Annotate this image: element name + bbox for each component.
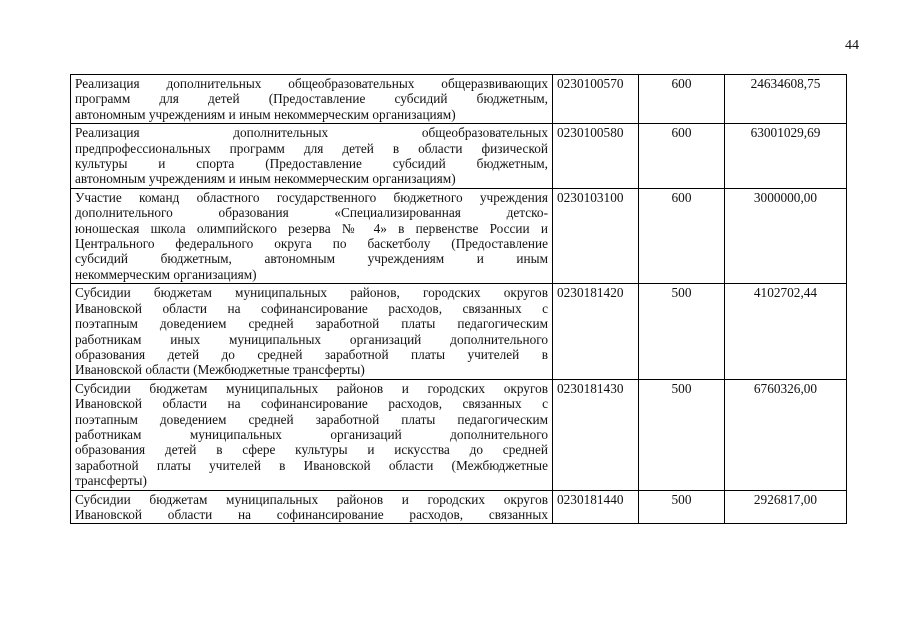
description-line: трансферты) (75, 473, 147, 489)
row-code: 0230181440 (553, 490, 639, 524)
description-line: автономным учреждениям и иным некоммерческим организациям) (75, 171, 456, 187)
description-line: Субсидии бюджетам муниципальных районов и городских округов (75, 491, 548, 507)
budget-table (70, 74, 847, 524)
description-line: Ивановской области на софинансирование расходов, связанных (75, 506, 548, 522)
description-line: культуры и спорта (Предоставление субсидий бюджетным, (75, 156, 548, 172)
table-row (71, 490, 847, 524)
row-description (71, 75, 553, 124)
row-amount: 4102702,44 (725, 284, 847, 379)
row-code: 0230103100 (553, 188, 639, 283)
description-line: Ивановской области на софинансирование расходов, связанных с (75, 300, 548, 316)
description-line: некоммерческим организациям) (75, 266, 257, 282)
row-description (71, 284, 553, 379)
row-code: 0230181420 (553, 284, 639, 379)
row-expense-type: 600 (639, 75, 725, 124)
description-line: Субсидии бюджетам муниципальных районов и городских округов (75, 380, 548, 396)
row-code: 0230100580 (553, 124, 639, 189)
row-code: 0230100570 (553, 75, 639, 124)
row-expense-type: 500 (639, 379, 725, 490)
row-expense-type: 500 (639, 284, 725, 379)
description-line: субсидий бюджетным, автономным учреждениям и иным (75, 251, 548, 267)
description-line: Центрального федерального округа по баскетболу (Предоставление (75, 236, 548, 252)
table-row (71, 284, 847, 379)
description-line: Ивановской области (Межбюджетные трансферты) (75, 362, 365, 378)
row-expense-type: 600 (639, 188, 725, 283)
description-line: поэтапным доведением средней заработной платы педагогическим (75, 411, 548, 427)
description-line: заработной платы учителей в Ивановской области (Межбюджетные (75, 457, 548, 473)
description-line: Субсидии бюджетам муниципальных районов, городских округов (75, 285, 548, 301)
row-code: 0230181430 (553, 379, 639, 490)
row-expense-type: 600 (639, 124, 725, 189)
table-row (71, 379, 847, 490)
description-line: Участие команд областного государственного бюджетного учреждения (75, 189, 548, 205)
row-expense-type: 500 (639, 490, 725, 524)
table-row (71, 75, 847, 124)
description-line: дополнительного образования «Специализированная детско- (75, 205, 548, 221)
table-row (71, 188, 847, 283)
description-line: юношеская школа олимпийского резерва № 4» в первенстве России и (75, 220, 548, 236)
row-amount: 3000000,00 (725, 188, 847, 283)
description-line: работникам иных муниципальных организаций дополнительного (75, 331, 548, 347)
row-amount: 2926817,00 (725, 490, 847, 524)
row-amount: 6760326,00 (725, 379, 847, 490)
table-row (71, 124, 847, 189)
description-line: Реализация дополнительных общеобразовательных общеразвивающих (75, 76, 548, 91)
row-description (71, 188, 553, 283)
description-line: образования детей до средней заработной платы учителей в (75, 346, 548, 362)
description-line: работникам муниципальных организаций дополнительного (75, 426, 548, 442)
description-line: образования детей в сфере культуры и искусства до средней (75, 442, 548, 458)
description-line: поэтапным доведением средней заработной платы педагогическим (75, 316, 548, 332)
row-description (71, 379, 553, 490)
page-number: 44 (845, 38, 859, 53)
description-line: Ивановской области на софинансирование расходов, связанных с (75, 396, 548, 412)
budget-table-body (71, 75, 847, 524)
row-amount: 24634608,75 (725, 75, 847, 124)
description-line: программ для детей (Предоставление субсидий бюджетным, (75, 91, 548, 107)
row-description (71, 124, 553, 189)
description-line: Реализация дополнительных общеобразовательных (75, 125, 548, 141)
description-line: автономным учреждениям и иным некоммерческим организациям) (75, 106, 456, 122)
description-line: предпрофессиональных программ для детей в области физической (75, 140, 548, 156)
row-amount: 63001029,69 (725, 124, 847, 189)
row-description (71, 490, 553, 524)
